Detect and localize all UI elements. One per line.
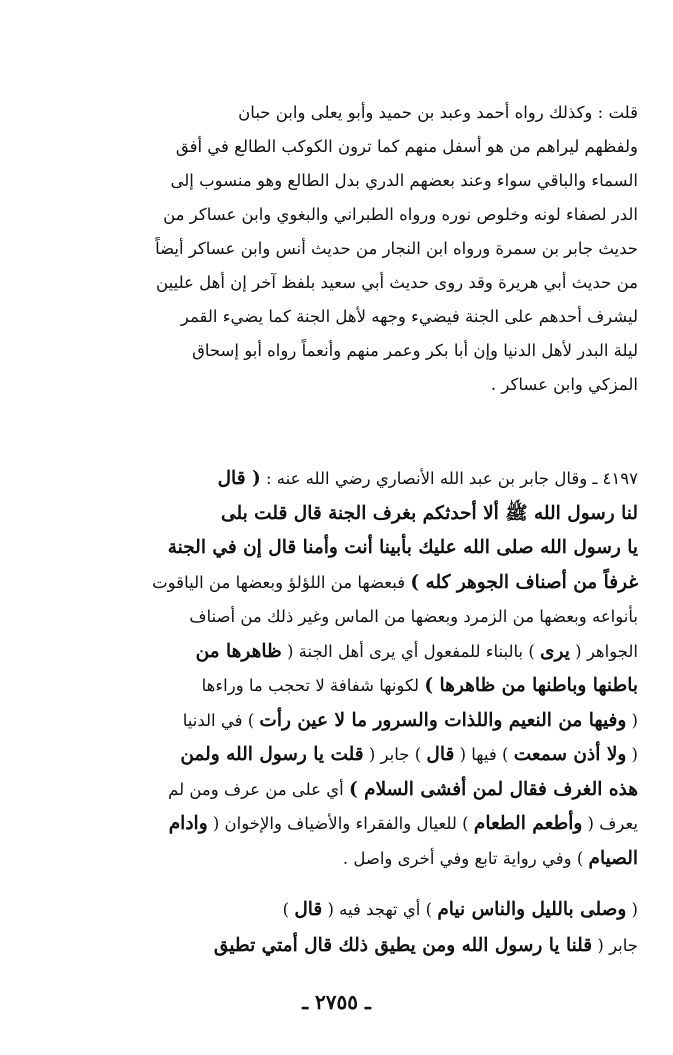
commentary-line: السماء والباقي سواء وعند بعضهم الدري بدل الطالع وهو منسوب إلى <box>170 171 638 190</box>
commentary-text: ) للعيال والفقراء والأضياف والإخوان ( <box>207 814 474 833</box>
hadith-line <box>38 669 638 704</box>
hadith-number-narrator: ٤١٩٧ ـ وقال جابر بن عبد الله الأنصاري رضي الله عنه : <box>260 469 638 488</box>
commentary-text: ) بالبناء للمفعول أي يرى أهل الجنة ( <box>281 641 541 661</box>
commentary-text: ) جابر ( <box>363 745 427 764</box>
hadith-line <box>38 738 638 773</box>
hadith-text: وأطعم الطعام <box>473 813 583 834</box>
commentary-line: المزكي وابن عساكر . <box>490 375 638 394</box>
commentary-line: من حديث أبي هريرة وقد روى حديث أبي سعيد بلفظ آخر إن أهل عليين <box>156 273 638 292</box>
hadith-text: يا رسول الله صلى الله عليك بأبينا أنت وأمنا قال إن في الجنة <box>167 537 638 558</box>
commentary-text: ) <box>282 900 295 919</box>
hadith-text: قال <box>294 899 323 920</box>
commentary-text: ( <box>626 710 638 730</box>
commentary-line: ولفظهم ليراهم من هو أسفل منهم كما ترون الكوكب الطالع في أفق <box>175 137 638 156</box>
hadith-line <box>38 928 638 964</box>
commentary-text: بأنواعه وبعضها من الزمرد وبعضها من الماس وغير ذلك من أصناف <box>189 607 638 626</box>
hadith-text: غرفاً من أصناف الجوهر كله ) <box>410 571 638 593</box>
hadith-continuation <box>38 892 638 964</box>
hadith-line <box>38 497 638 532</box>
commentary-text: أي على من عرف ومن لم <box>168 779 349 799</box>
hadith-text: قلنا يا رسول الله ومن يطيق ذلك قال أمتي تطيق <box>213 935 593 956</box>
hadith-line <box>38 600 638 635</box>
hadith-text: وصلى بالليل والناس نيام <box>437 899 627 920</box>
hadith-line <box>38 531 638 566</box>
commentary-line: حديث جابر بن سمرة ورواه ابن النجار من حديث أنس وابن عساكر أيضاً <box>155 239 638 258</box>
hadith-text: باطنها وباطنها من ظاهرها ) <box>424 675 638 696</box>
hadith-text: وادام <box>168 813 208 834</box>
hadith-text: قلت يا رسول الله ولمن <box>180 744 364 765</box>
commentary-text: يعرف ( <box>582 814 638 833</box>
hadith-text: لنا رسول الله ﷺ ألا أحدثكم بغرف الجنة قال قلت بلى <box>221 502 638 524</box>
hadith-text: ( قال <box>217 468 261 489</box>
hadith-line <box>38 566 638 601</box>
page-number: ـ ٢٧٥٥ ـ <box>302 990 371 1014</box>
hadith-text: هذه الغرف فقال لمن أفشى السلام ) <box>348 778 638 800</box>
commentary-text: لكونها شفافة لا تحجب ما وراءها <box>201 676 425 695</box>
hadith-text: ظاهرها من <box>195 640 282 662</box>
hadith-line <box>38 704 638 739</box>
hadith-text: قال <box>426 744 455 765</box>
hadith-line <box>38 773 638 808</box>
commentary-text: الجواهر ( <box>569 641 638 661</box>
hadith-4197 <box>38 462 638 876</box>
commentary-text: فبعضها من اللؤلؤ وبعضها من الياقوت <box>152 572 411 592</box>
commentary-text: ) وفي رواية تابع وفي أخرى واصل . <box>342 848 589 868</box>
commentary-text: ( <box>626 745 638 764</box>
commentary-paragraph <box>38 96 638 402</box>
hadith-line <box>38 842 638 877</box>
hadith-text: يرى <box>540 640 570 662</box>
hadith-line <box>38 635 638 670</box>
commentary-text: ) فيها ( <box>454 745 514 764</box>
commentary-text: ( <box>626 900 638 919</box>
commentary-line: الدر لصفاء لونه وخلوص نوره ورواه الطبراني والبغوي وابن عساكر من <box>163 205 638 224</box>
commentary-text: جابر ( <box>592 936 638 955</box>
commentary-line: قلت : وكذلك رواه أحمد وعبد بن حميد وأبو يعلى وابن حبان <box>238 103 638 122</box>
hadith-text: الصيام <box>588 847 638 869</box>
commentary-text: ) في الدنيا <box>182 710 260 730</box>
hadith-line <box>38 462 638 497</box>
hadith-text: وفيها من النعيم واللذات والسرور ما لا عين رأت <box>259 709 627 731</box>
hadith-line <box>38 892 638 928</box>
commentary-text: ) أي تهجد فيه ( <box>322 900 438 919</box>
commentary-line: ليلة البدر لأهل الدنيا وإن أبا بكر وعمر منهم وأنعماً رواه أبو إسحاق <box>192 341 638 360</box>
hadith-text: ولا أذن سمعت <box>513 744 627 765</box>
hadith-line <box>38 807 638 842</box>
commentary-line: ليشرف أحدهم على الجنة فيضيء وجهه لأهل الجنة كما يضيء القمر <box>180 307 638 326</box>
